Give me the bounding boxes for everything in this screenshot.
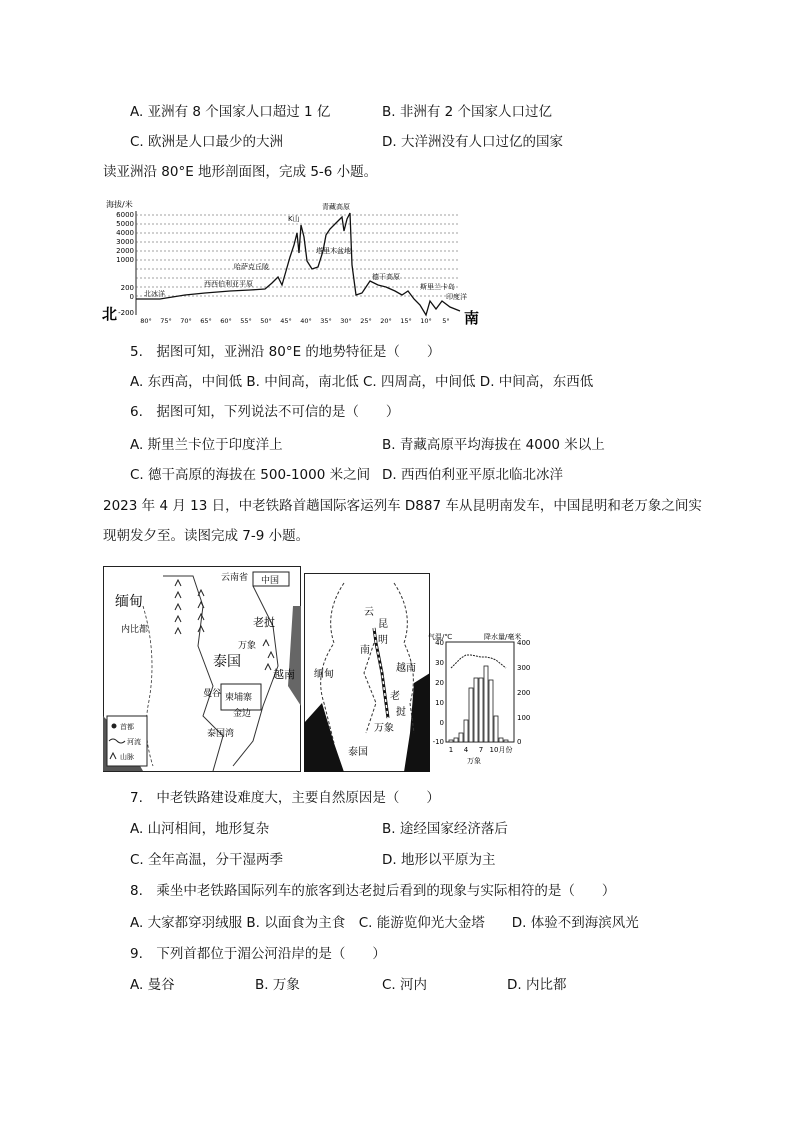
right-tick: 0 — [517, 738, 522, 746]
right-tick: 200 — [517, 689, 531, 697]
q4-option-a: A. 亚洲有 8 个国家人口超过 1 亿 — [130, 104, 331, 120]
label-kunlun: K山 — [288, 215, 300, 223]
left-tick: 30 — [435, 659, 444, 667]
map2-label: 明 — [378, 635, 388, 646]
q5-options: A. 东西高，中间低 B. 中间高，南北低 C. 四周高，中间低 D. 中间高，东西低 — [130, 374, 594, 390]
terrain-profile-line — [136, 213, 460, 315]
q9-option-b: B. 万象 — [255, 977, 300, 993]
southeast-asia-map — [103, 566, 301, 772]
north-label: 北 — [102, 305, 118, 323]
map2-label: 挝 — [396, 707, 406, 718]
map2-label: 老 — [390, 691, 400, 702]
month-tick: 1 — [448, 746, 454, 754]
legend-mountain: 山脉 — [120, 753, 134, 761]
map1-label: 曼谷 — [203, 689, 222, 699]
left-tick: 10 — [435, 699, 444, 707]
q8-options: A. 大家都穿羽绒服 B. 以面食为主食 C. 能游览仰光大金塔 D. 体验不到海滨风光 — [130, 915, 639, 931]
y-tick: 2000 — [116, 247, 134, 255]
q7-stem: 7. 中老铁路建设难度大，主要自然原因是（ ） — [130, 790, 440, 806]
x-tick: 45° — [280, 317, 292, 325]
q4-option-b: B. 非洲有 2 个国家人口过亿 — [382, 104, 553, 120]
q6-option-c: C. 德干高原的海拔在 500-1000 米之间 — [130, 467, 371, 483]
x-tick: 60° — [220, 317, 232, 325]
map2-label: 昆 — [378, 619, 388, 630]
y-tick: 5000 — [116, 220, 134, 228]
x-tick: 30° — [340, 317, 352, 325]
x-tick: 15° — [400, 317, 412, 325]
south-label: 南 — [464, 309, 480, 327]
q7-option-d: D. 地形以平原为主 — [382, 852, 496, 868]
y-tick: 6000 — [116, 211, 134, 219]
intro-5-6: 读亚洲沿 80°E 地形剖面图，完成 5-6 小题。 — [103, 164, 378, 180]
map1-label: 泰国 — [213, 654, 241, 670]
y-tick: 200 — [120, 284, 134, 292]
map2-label: 泰国 — [348, 747, 368, 758]
month-tick: 7 — [478, 746, 484, 754]
x-tick: 75° — [160, 317, 172, 325]
q7-option-a: A. 山河相间，地形复杂 — [130, 821, 270, 837]
left-tick: 20 — [435, 679, 444, 687]
y-tick: 4000 — [116, 229, 134, 237]
q6-stem: 6. 据图可知，下列说法不可信的是（ ） — [130, 404, 400, 420]
q9-option-c: C. 河内 — [382, 977, 428, 993]
month-tick: 4 — [463, 746, 469, 754]
x-tick: 70° — [180, 317, 192, 325]
q5-stem: 5. 据图可知，亚洲沿 80°E 的地势特征是（ ） — [130, 344, 441, 360]
y-tick: 0 — [129, 293, 134, 301]
q7-option-b: B. 途经国家经济落后 — [382, 821, 508, 837]
x-tick: 80° — [140, 317, 152, 325]
map1-label: 金边 — [233, 709, 252, 719]
map1-label: 老挝 — [253, 616, 275, 629]
map1-label: 内比都 — [121, 625, 149, 635]
q4-option-c: C. 欧洲是人口最少的大洲 — [130, 134, 284, 150]
right-tick: 100 — [517, 714, 531, 722]
x-tick: 35° — [320, 317, 332, 325]
x-tick: 55° — [240, 317, 252, 325]
map2-label: 越南 — [396, 663, 416, 674]
label-siberia: 西西伯利亚平原 — [204, 280, 253, 288]
month-tick: 10月份 — [489, 746, 513, 754]
x-tick: 50° — [260, 317, 272, 325]
map2-label: 南 — [360, 645, 370, 656]
station-label: 万象 — [467, 757, 481, 765]
q6-option-a: A. 斯里兰卡位于印度洋上 — [130, 437, 283, 453]
climate-chart — [428, 630, 538, 772]
map2-label: 万象 — [374, 723, 394, 734]
x-tick: 10° — [420, 317, 432, 325]
q7-option-c: C. 全年高温，分干湿两季 — [130, 852, 284, 868]
legend-capital: 首都 — [120, 723, 134, 731]
left-tick: 40 — [435, 639, 444, 647]
map1-label: 越南 — [273, 668, 295, 681]
label-tarim: 塔里木盆地 — [316, 247, 351, 255]
map1-label: 云南省 — [221, 573, 249, 583]
map1-label: 柬埔寨 — [225, 693, 253, 703]
legend-river: 河流 — [127, 738, 141, 746]
q6-option-b: B. 青藏高原平均海拔在 4000 米以上 — [382, 437, 605, 453]
q4-option-d: D. 大洋洲没有人口过亿的国家 — [382, 134, 563, 150]
left-tick: 0 — [439, 719, 444, 727]
map1-label: 中国 — [261, 576, 280, 586]
map1-label: 万象 — [238, 641, 257, 651]
right-tick: 400 — [517, 639, 531, 647]
q9-stem: 9. 下列首都位于湄公河沿岸的是（ ） — [130, 946, 386, 962]
intro-7-9-line1: 2023 年 4 月 13 日，中老铁路首趟国际客运列车 D887 车从昆明南发车，中国昆明和老万象之间实 — [103, 498, 702, 514]
terrain-profile-figure — [100, 195, 480, 327]
map2-label: 缅甸 — [314, 669, 334, 680]
label-indian-ocean: 印度洋 — [446, 293, 467, 301]
x-tick: 20° — [380, 317, 392, 325]
railway-map — [304, 573, 430, 772]
x-tick: 40° — [300, 317, 312, 325]
y-tick: -200 — [118, 309, 134, 317]
label-srilanka: 斯里兰卡岛 — [420, 283, 455, 291]
climate-left-axis: 气温/℃ — [428, 633, 453, 641]
q9-option-d: D. 内比都 — [507, 977, 567, 993]
label-deccan: 德干高原 — [372, 273, 400, 281]
label-arctic: 北冰洋 — [144, 290, 165, 298]
q9-option-a: A. 曼谷 — [130, 977, 175, 993]
left-tick: -10 — [432, 738, 444, 746]
x-tick: 65° — [200, 317, 212, 325]
q8-stem: 8. 乘坐中老铁路国际列车的旅客到达老挝后看到的现象与实际相符的是（ ） — [130, 883, 616, 899]
intro-7-9-line2: 现朝发夕至。读图完成 7-9 小题。 — [103, 528, 310, 544]
q6-option-d: D. 西西伯利亚平原北临北冰洋 — [382, 467, 563, 483]
y-tick: 3000 — [116, 238, 134, 246]
x-tick: 5° — [442, 317, 450, 325]
y-tick: 1000 — [116, 256, 134, 264]
climate-right-axis: 降水量/毫米 — [484, 633, 522, 641]
right-tick: 300 — [517, 664, 531, 672]
label-kazakh: 哈萨克丘陵 — [234, 263, 269, 271]
map1-label: 泰国湾 — [207, 729, 235, 739]
capital-icon — [112, 724, 117, 729]
label-plateau: 青藏高原 — [322, 203, 350, 211]
x-tick: 25° — [360, 317, 372, 325]
y-axis-title: 海拔/米 — [106, 200, 133, 209]
map1-label: 缅甸 — [115, 594, 143, 610]
map2-label: 云 — [364, 607, 374, 618]
